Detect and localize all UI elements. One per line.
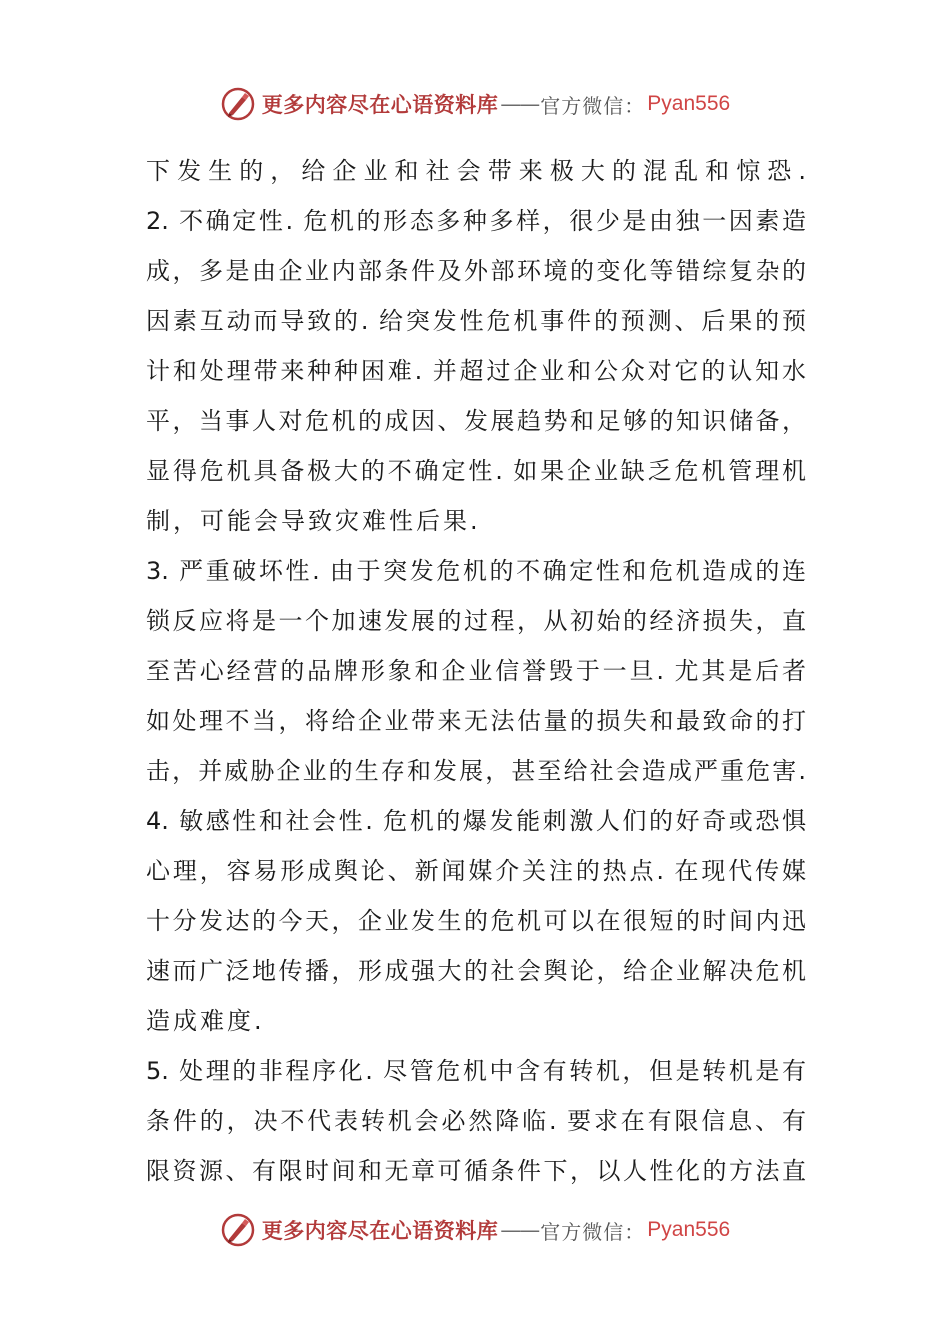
body-line: 如处理不当，将给企业带来无法估量的损失和最致命的打 [146, 707, 806, 735]
body-line: 限资源、有限时间和无章可循条件下，以人性化的方法直 [146, 1157, 806, 1185]
body-line: 3. 严重破坏性. 由于突发危机的不确定性和危机造成的连 [146, 557, 806, 585]
body-line: 心理，容易形成舆论、新闻媒介关注的热点. 在现代传媒 [146, 857, 806, 885]
body-line: 速而广泛地传播，形成强大的社会舆论，给企业解决危机 [146, 957, 806, 985]
body-line: 制，可能会导致灾难性后果. [146, 507, 481, 535]
footer-banner [0, 1205, 950, 1255]
body-line: 十分发达的今天，企业发生的危机可以在很短的时间内迅 [146, 907, 806, 935]
body-line: 4. 敏感性和社会性. 危机的爆发能刺激人们的好奇或恐惧 [146, 807, 806, 835]
body-line: 下发生的，给企业和社会带来极大的混乱和惊恐. [146, 157, 806, 185]
body-line: 成，多是由企业内部条件及外部环境的变化等错综复杂的 [146, 257, 806, 285]
header-official-label: 官方微信： [540, 93, 646, 118]
header-banner [0, 79, 950, 129]
pen-logo-icon [220, 86, 256, 122]
body-line: 至苦心经营的品牌形象和企业信誉毁于一旦. 尤其是后者 [146, 657, 806, 685]
body-line: 显得危机具备极大的不确定性. 如果企业缺乏危机管理机 [146, 457, 806, 485]
body-line: 造成难度. [146, 1007, 265, 1035]
document-body [146, 146, 806, 1196]
body-line: 因素互动而导致的. 给突发性危机事件的预测、后果的预 [146, 307, 806, 335]
body-line: 计和处理带来种种困难. 并超过企业和公众对它的认知水 [146, 357, 806, 385]
footer-site-text: 更多内容尽在心语资料库 [261, 1218, 499, 1243]
header-site-text: 更多内容尽在心语资料库 [261, 92, 499, 117]
header-dash: —— [500, 92, 539, 116]
footer-wechat-id: Pyan556 [647, 1218, 731, 1241]
body-line: 条件的，决不代表转机会必然降临. 要求在有限信息、有 [146, 1107, 806, 1135]
footer-official-label: 官方微信： [540, 1219, 646, 1244]
header-wechat-id: Pyan556 [647, 92, 731, 115]
footer-dash: —— [500, 1218, 539, 1242]
body-line: 2. 不确定性. 危机的形态多种多样，很少是由独一因素造 [146, 207, 806, 235]
body-line: 5. 处理的非程序化. 尽管危机中含有转机，但是转机是有 [146, 1057, 806, 1085]
body-line: 平，当事人对危机的成因、发展趋势和足够的知识储备， [146, 407, 806, 435]
pen-logo-icon [220, 1212, 256, 1248]
body-line: 击，并威胁企业的生存和发展，甚至给社会造成严重危害. [146, 757, 806, 785]
body-line: 锁反应将是一个加速发展的过程，从初始的经济损失，直 [146, 607, 806, 635]
